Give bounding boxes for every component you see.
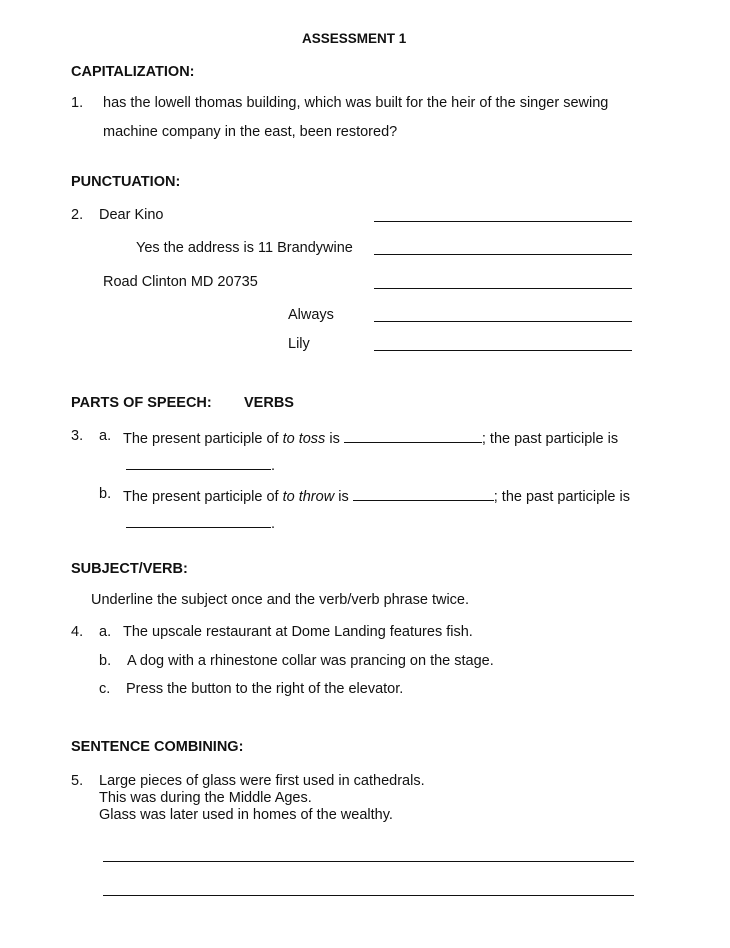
question-5-sentence-2: This was during the Middle Ages.: [99, 790, 312, 806]
answer-line: [103, 895, 634, 896]
question-3-number: 3.: [71, 428, 84, 444]
capitalization-heading: CAPITALIZATION:: [71, 64, 195, 80]
question-3a-is: is: [329, 431, 340, 447]
question-3b-suffix: ; the past participle is: [493, 489, 630, 505]
question-2-number: 2.: [71, 207, 84, 223]
question-3a-end: .: [271, 458, 276, 474]
question-5-number: 5.: [71, 773, 84, 789]
blank: [126, 514, 271, 528]
verbs-subheading: VERBS: [244, 395, 294, 411]
question-1-line-1: has the lowell thomas building, which was built for the heir of the singer sewing: [103, 95, 609, 111]
question-5-sentence-1: Large pieces of glass were first used in cathedrals.: [99, 773, 425, 789]
question-3b-prefix: The present participle of: [123, 489, 279, 505]
question-3b-line: [123, 487, 630, 505]
question-3a-suffix: ; the past participle is: [481, 431, 619, 447]
question-3a-line: [123, 429, 618, 447]
question-3b-end: .: [271, 516, 276, 532]
answer-line: [374, 288, 632, 289]
page-title: ASSESSMENT 1: [302, 31, 407, 46]
question-3b-second-line: [126, 514, 275, 532]
letter-salutation: Dear Kino: [99, 207, 164, 223]
blank: [126, 456, 271, 470]
letter-body-line-1: Yes the address is 11 Brandywine: [136, 240, 353, 256]
answer-line: [374, 350, 632, 351]
question-4-number: 4.: [71, 624, 84, 640]
letter-signature: Lily: [288, 336, 310, 352]
subject-verb-instruction: Underline the subject once and the verb/verb phrase twice.: [91, 592, 470, 608]
blank: [353, 487, 494, 501]
answer-line: [374, 254, 632, 255]
question-4a-letter: a.: [99, 624, 112, 640]
question-3b-is: is: [338, 489, 349, 505]
question-5-sentence-3: Glass was later used in homes of the wealthy.: [99, 807, 393, 823]
question-4b-letter: b.: [99, 653, 112, 669]
parts-of-speech-heading: PARTS OF SPEECH:: [71, 395, 212, 411]
question-1-line-2: machine company in the east, been restored?: [103, 124, 398, 140]
question-4b-text: A dog with a rhinestone collar was prancing on the stage.: [127, 653, 494, 669]
letter-closing: Always: [288, 307, 334, 323]
blank: [344, 429, 482, 443]
question-4a-text: The upscale restaurant at Dome Landing features fish.: [123, 624, 473, 640]
question-3a-letter: a.: [99, 428, 112, 444]
question-3b-verb: to throw: [282, 489, 335, 505]
sentence-combining-heading: SENTENCE COMBINING:: [71, 739, 244, 755]
question-4c-letter: c.: [99, 681, 111, 697]
answer-line: [374, 221, 632, 222]
question-3a-second-line: [126, 456, 275, 474]
question-1-number: 1.: [71, 95, 84, 111]
letter-body-line-2: Road Clinton MD 20735: [103, 274, 258, 290]
question-3b-letter: b.: [99, 486, 112, 502]
answer-line: [103, 861, 634, 862]
answer-line: [374, 321, 632, 322]
question-3a-verb: to toss: [282, 431, 326, 447]
question-3a-prefix: The present participle of: [123, 431, 279, 447]
subject-verb-heading: SUBJECT/VERB:: [71, 561, 188, 577]
question-4c-text: Press the button to the right of the elevator.: [126, 681, 404, 697]
punctuation-heading: PUNCTUATION:: [71, 174, 181, 190]
